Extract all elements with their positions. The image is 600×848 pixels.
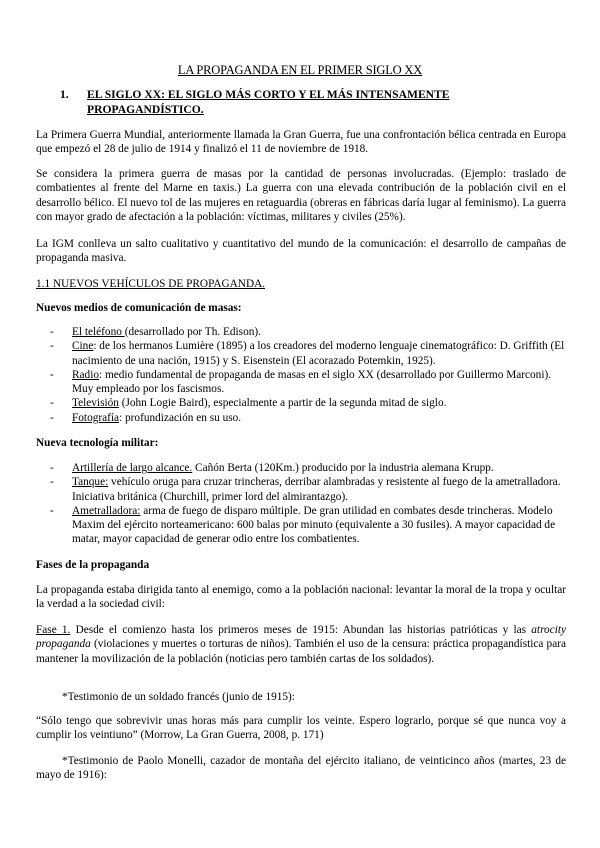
list-text: arma de fuego de disparo múltiple. De gran utilidad en combates desde trincheras. Modelo Maxim del ejército norteamericano: 600 balas por minuto (equivalente a 30 fusiles). A mayor capacidad de matar, mayor capacidad de generar odio entre los combatientes. bbox=[72, 504, 556, 546]
testimony-2-label bbox=[36, 754, 566, 783]
list-bullet: - bbox=[50, 340, 54, 353]
list-item bbox=[36, 475, 566, 504]
list-term: Radio bbox=[72, 368, 99, 381]
paragraph-text bbox=[36, 623, 566, 666]
list-term: Televisión bbox=[72, 397, 119, 410]
paragraph-igm bbox=[36, 237, 566, 266]
list-bullet: - bbox=[50, 504, 54, 517]
paragraph-text: Se considera la primera guerra de masas por la cantidad de personas involucradas. (Ejemplo: traslado de combatientes al frente del Marne en taxis.) La guerra con una elevada contribución de la población civil en el desarrollo bélico. El nuevo tol de las mujeres en retaguardia (obreras en fábricas daría lugar al feminismo). La guerra con mayor grado de afectación a la población: víctimas, militares y civiles (25%). bbox=[36, 168, 566, 223]
military-heading: Nueva tecnología militar: bbox=[36, 437, 159, 449]
paragraph-text: La propaganda estaba dirigida tanto al enemigo, como a la población nacional: levantar la moral de la tropa y ocultar la verdad a la sociedad civil: bbox=[36, 584, 566, 611]
paragraph-text: *Testimonio de Paolo Monelli, cazador de montaña del ejército italiano, de veinticinco años (martes, 23 de mayo de 1916): bbox=[36, 755, 566, 782]
phase-text: Desde el comienzo hasta los primeros meses de 1915: Abundan las historias patrióticas y las bbox=[70, 624, 532, 636]
paragraph-masses bbox=[36, 167, 566, 224]
section-heading-text: EL SIGLO XX: EL SIGLO MÁS CORTO Y EL MÁS INTENSAMENTE PROPAGANDÍSTICO. bbox=[87, 88, 450, 116]
list-text: : profundización en su uso. bbox=[119, 411, 242, 424]
testimony-1-quote bbox=[36, 714, 566, 743]
list-bullet: - bbox=[50, 397, 54, 410]
media-heading: Nuevos medios de comunicación de masas: bbox=[36, 302, 242, 314]
list-item bbox=[36, 368, 566, 397]
paragraph-intro bbox=[36, 128, 566, 157]
list-text: : de los hermanos Lumière (1895) a los creadores del moderno lenguaje cinematográfico: D. Griffith (El nacimiento de una nación, 1915) y S. Eisenstein (El acorazado Potemkin, 1925). bbox=[72, 340, 565, 367]
phases-intro bbox=[36, 583, 566, 612]
phase-italic-term: atrocity propaganda bbox=[36, 624, 566, 651]
document-title: LA PROPAGANDA EN EL PRIMER SIGLO XX bbox=[177, 63, 423, 77]
phases-heading: Fases de la propaganda bbox=[36, 559, 150, 571]
list-item bbox=[36, 504, 566, 547]
list-bullet: - bbox=[50, 411, 54, 424]
list-item bbox=[36, 339, 566, 368]
subsection-heading: 1.1 NUEVOS VEHÍCULOS DE PROPAGANDA. bbox=[36, 278, 266, 290]
list-item bbox=[36, 396, 566, 410]
list-bullet: - bbox=[50, 326, 54, 338]
list-text: (John Logie Baird), especialmente a partir de la segunda mitad de siglo. bbox=[118, 397, 447, 410]
quote-text: “Sólo tengo que sobrevivir unas horas más para cumplir los veinte. Espero lograrlo, porque sé que nunca voy a cumplir los veintiuno” (Morrow, La Gran Guerra, 2008, p. 171) bbox=[36, 715, 566, 742]
testimony-1-label: *Testimonio de un soldado francés (junio de 1915): bbox=[62, 691, 295, 703]
list-bullet: - bbox=[50, 476, 54, 489]
paragraph-text: La IGM conlleva un salto cualitativo y cuantitativo del mundo de la comunicación: el desarrollo de campañas de propaganda masiva. bbox=[36, 238, 566, 265]
military-list bbox=[36, 461, 566, 547]
list-bullet: - bbox=[50, 368, 54, 381]
paragraph-text: La Primera Guerra Mundial, anteriormente llamada la Gran Guerra, fue una confrontación bélica centrada en Europa que empezó el 28 de julio de 1914 y finalizó el 11 de noviembre de 1918. bbox=[36, 129, 566, 156]
phase-label: Fase 1. bbox=[36, 624, 71, 636]
phase-1-paragraph bbox=[36, 623, 566, 666]
list-term: Fotografía bbox=[72, 411, 120, 424]
list-text: (desarrollado por Th. Edison). bbox=[124, 326, 261, 338]
section-number: 1. bbox=[60, 88, 69, 101]
list-bullet: - bbox=[50, 462, 54, 474]
list-text: vehículo oruga para cruzar trincheras, derribar alambradas y resistente al fuego de la ametralladora. Iniciativa británica (Churchill, primer lord del almirantazgo). bbox=[72, 476, 561, 503]
list-text: : medio fundamental de propaganda de masas en el siglo XX (desarrollado por Guillermo Marconi). Muy empleado por los fascismos. bbox=[72, 368, 552, 396]
phase-text: (violaciones y muertes o torturas de niños). También el uso de la censura: práctica propagandística para mantener la movilización de la población (noticias pero también cartas de los soldados). bbox=[36, 638, 566, 665]
list-term: Tanque: bbox=[72, 476, 109, 489]
list-term: Artillería de largo alcance. bbox=[72, 462, 193, 474]
list-term: Cine bbox=[72, 340, 94, 353]
list-term: El teléfono bbox=[72, 326, 125, 338]
list-term: Ametralladora: bbox=[72, 504, 141, 517]
list-item bbox=[36, 411, 566, 425]
list-item bbox=[36, 325, 566, 339]
list-text: Cañón Berta (120Km.) producido por la industria alemana Krupp. bbox=[192, 462, 494, 474]
section-heading bbox=[60, 88, 540, 117]
media-list bbox=[36, 325, 566, 425]
list-item bbox=[36, 461, 566, 475]
